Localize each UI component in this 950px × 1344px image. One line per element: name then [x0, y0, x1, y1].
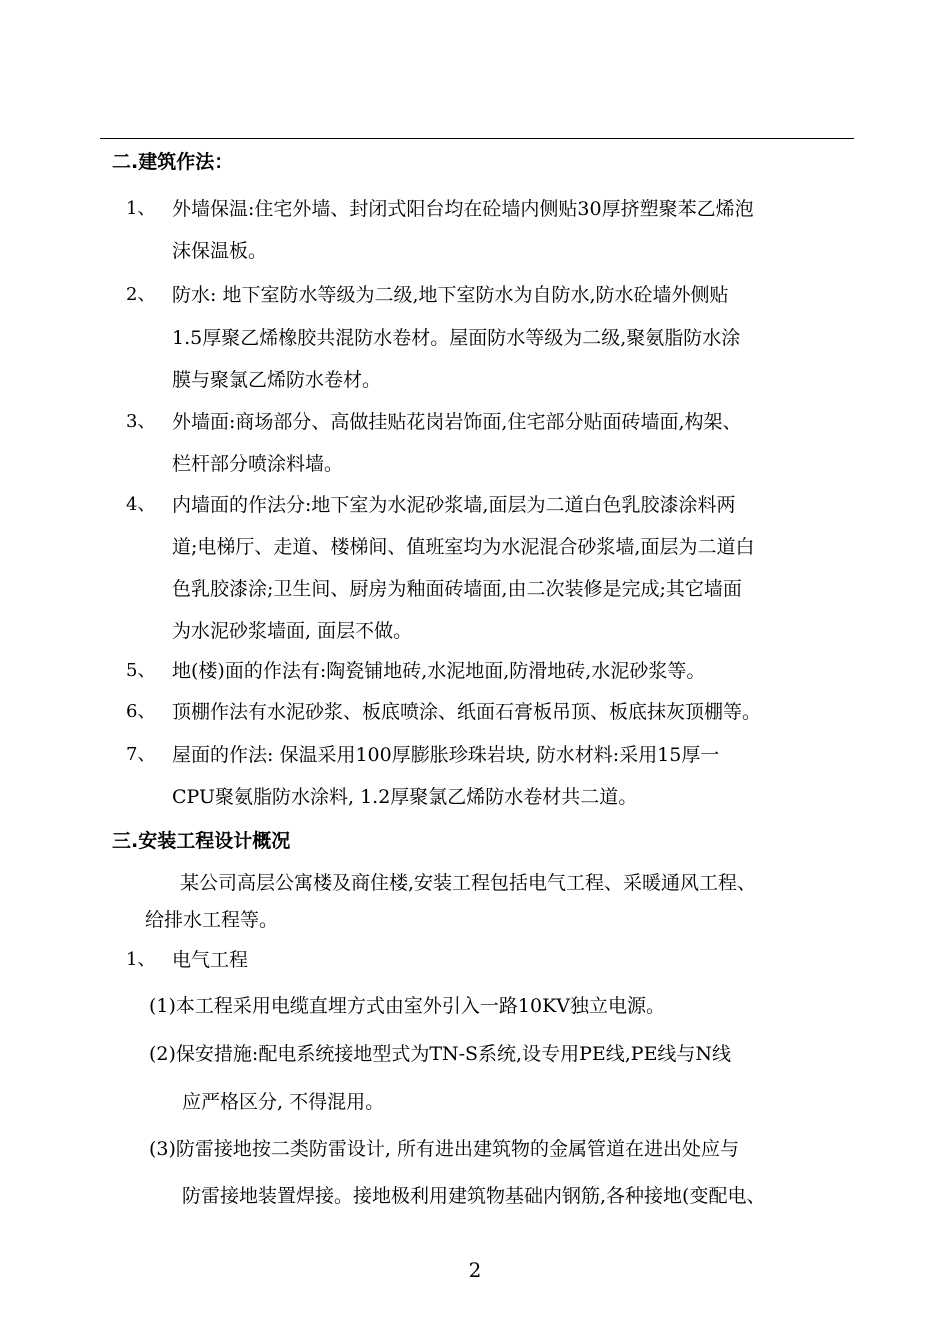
item-5-line-1: 地(楼)面的作法有:陶瓷铺地砖,水泥地面,防滑地砖,水泥砂浆等。 [172, 660, 706, 682]
electrical-number: 1、 [126, 949, 156, 970]
electrical-heading: 电气工程 [172, 949, 249, 971]
item-3-number: 3、 [126, 411, 156, 432]
item-3-line-2: 栏杆部分喷涂料墙。 [172, 453, 344, 475]
item-6-line-1: 顶棚作法有水泥砂浆、板底喷涂、纸面石膏板吊顶、板底抹灰顶棚等。 [172, 701, 762, 723]
item-1-number: 1、 [126, 198, 156, 219]
page-number: 2 [468, 1258, 482, 1282]
item-7-line-2: CPU聚氨脂防水涂料, 1.2厚聚氯乙烯防水卷材共二道。 [172, 786, 638, 808]
item-1-line-1: 外墙保温:住宅外墙、封闭式阳台均在砼墙内侧贴30厚挤塑聚苯乙烯泡 [172, 198, 754, 220]
item-4-line-3: 色乳胶漆涂;卫生间、厨房为釉面砖墙面,由二次装修是完成;其它墙面 [172, 578, 742, 600]
item-5-number: 5、 [126, 660, 156, 681]
point-3-line-1: (3)防雷接地按二类防雷设计, 所有进出建筑物的金属管道在进出处应与 [149, 1138, 739, 1160]
item-3-line-1: 外墙面:商场部分、高做挂贴花岗岩饰面,住宅部分贴面砖墙面,构架、 [172, 411, 742, 433]
intro-line-2: 给排水工程等。 [145, 909, 279, 931]
item-4-line-4: 为水泥砂浆墙面, 面层不做。 [172, 620, 413, 642]
item-7-number: 7、 [126, 744, 156, 765]
item-1-line-2: 沫保温板。 [172, 240, 268, 262]
point-3-line-2: 防雷接地装置焊接。接地极利用建筑物基础内钢筋,各种接地(变配电、 [182, 1185, 766, 1207]
item-6-number: 6、 [126, 701, 156, 722]
point-2-line-2: 应严格区分, 不得混用。 [182, 1091, 385, 1113]
item-2-line-1: 防水: 地下室防水等级为二级,地下室防水为自防水,防水砼墙外侧贴 [172, 284, 729, 306]
intro-line-1: 某公司高层公寓楼及商住楼,安装工程包括电气工程、采暖通风工程、 [180, 872, 757, 894]
header-rule [100, 138, 854, 139]
point-2-line-1: (2)保安措施:配电系统接地型式为TN-S系统,设专用PE线,PE线与N线 [149, 1043, 732, 1065]
item-2-line-2: 1.5厚聚乙烯橡胶共混防水卷材。屋面防水等级为二级,聚氨脂防水涂 [172, 327, 741, 349]
item-2-number: 2、 [126, 284, 156, 305]
item-4-line-2: 道;电梯厅、走道、楼梯间、值班室均为水泥混合砂浆墙,面层为二道白 [172, 536, 755, 558]
section-3-heading: 三.安装工程设计概况 [112, 830, 291, 852]
item-4-number: 4、 [126, 494, 156, 515]
point-1-line-1: (1)本工程采用电缆直埋方式由室外引入一路10KV独立电源。 [149, 995, 666, 1017]
item-2-line-3: 膜与聚氯乙烯防水卷材。 [172, 369, 382, 391]
section-2-heading: 二.建筑作法： [112, 151, 234, 173]
item-4-line-1: 内墙面的作法分:地下室为水泥砂浆墙,面层为二道白色乳胶漆涂料两 [172, 494, 736, 516]
item-7-line-1: 屋面的作法: 保温采用100厚膨胀珍珠岩块, 防水材料:采用15厚一 [172, 744, 720, 766]
